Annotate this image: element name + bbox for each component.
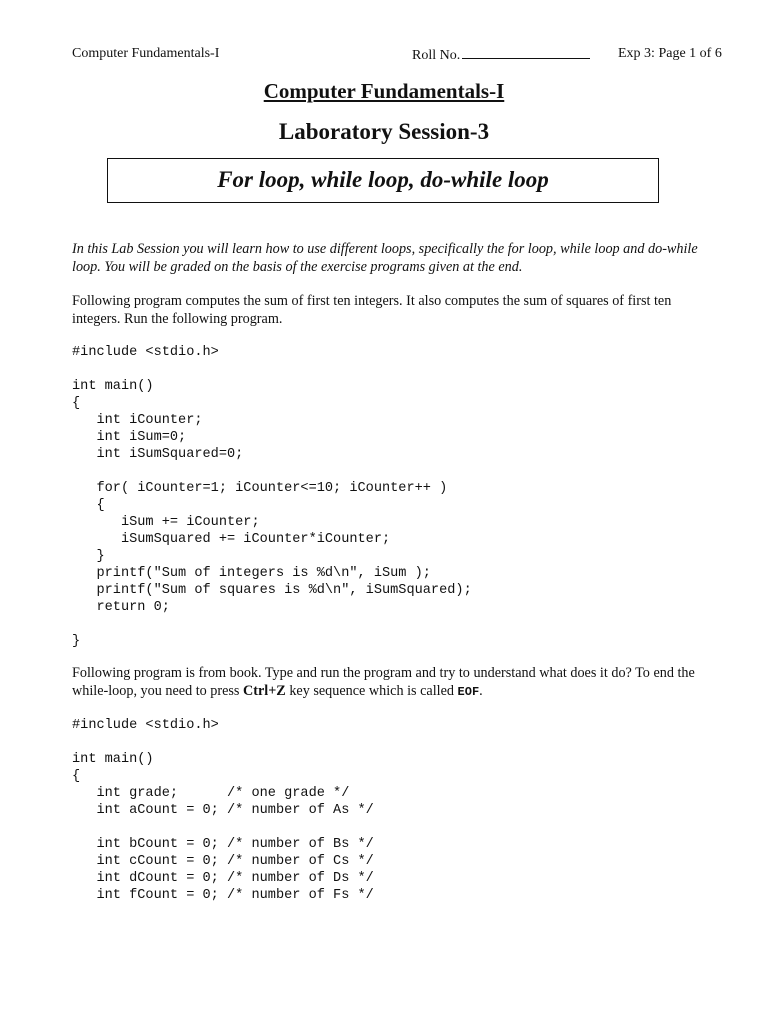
program2-description <box>72 664 720 701</box>
program2-text-3: . <box>479 683 483 699</box>
session-title: Laboratory Session-3 <box>278 119 490 144</box>
code-listing-grades: #include <stdio.h> int main() { int grade; /* one grade */ int aCount = 0; /* number of As */ int bCount = 0; /* number of Bs */ int cCount = 0; /* number of Cs */ int dCount = 0; /* number of Ds */ int fCount = 0; /* number of Fs */ <box>72 718 374 903</box>
header-course-name: Computer Fundamentals-I <box>72 46 220 61</box>
code-listing-sum: #include <stdio.h> int main() { int iCounter; int iSum=0; int iSumSquared=0; for( iCounter=1; iCounter<=10; iCounter++ ) { iSum += iCounter; iSumSquared += iCounter*iCounter; } printf("Sum of integers is %d\n", iSum ); printf("Sum of squares is %d\n", iSumSquared); return 0; } <box>72 345 472 649</box>
header-roll-no <box>412 45 590 65</box>
header-page-info: Exp 3: Page 1 of 6 <box>618 46 722 61</box>
ctrl-z-key: Ctrl+Z <box>243 683 286 699</box>
intro-paragraph: In this Lab Session you will learn how to use different loops, specifically the for loop, while loop and do-while loop. You will be graded on the basis of the exercise programs given at the end. <box>72 241 698 275</box>
course-title: Computer Fundamentals-I <box>263 79 505 103</box>
eof-term: EOF <box>457 685 480 699</box>
roll-no-label: Roll No. <box>412 48 461 63</box>
program2-text-2: key sequence which is called <box>285 683 458 699</box>
program2-text-1: Following program is from book. Type and run the program and try to understand what does it do? To end the while-loop, you need to press <box>72 665 695 699</box>
topic-title-box: For loop, while loop, do-while loop <box>107 158 659 203</box>
roll-no-blank <box>462 45 590 59</box>
program1-description: Following program computes the sum of first ten integers. It also computes the sum of squares of first ten integers. Run the following program. <box>72 293 672 327</box>
